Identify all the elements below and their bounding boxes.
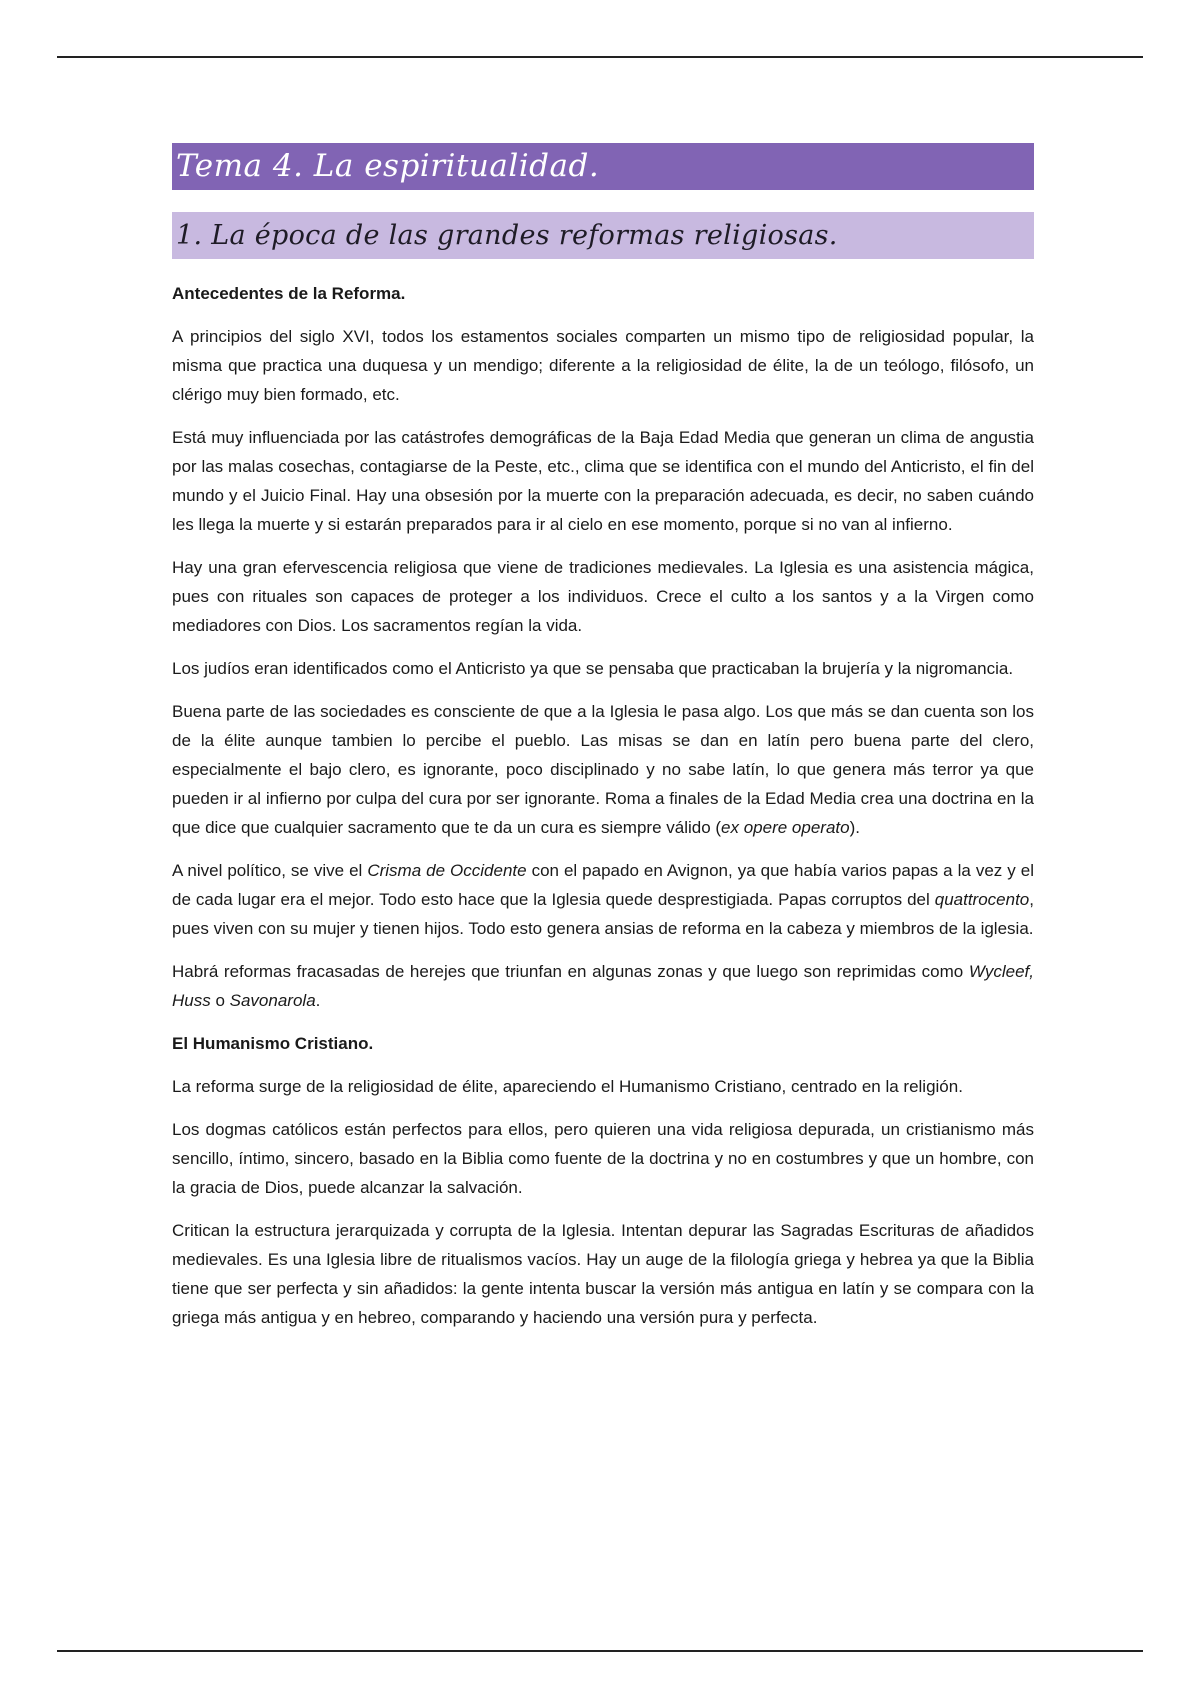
- paragraph-text: Habrá reformas fracasadas de herejes que triunfan en algunas zonas y que luego son reprimidas como: [172, 962, 969, 981]
- paragraph: Critican la estructura jerarquizada y corrupta de la Iglesia. Intentan depurar las Sagradas Escrituras de añadidos medievales. Es una Iglesia libre de ritualismos vacíos. Hay un auge de la filología griega y hebrea ya que la Biblia tiene que ser perfecta y sin añadidos: la gente intenta buscar la versión más antigua en latín y se compara con la griega más antigua y en hebreo, comparando y haciendo una versión pura y perfecta.: [172, 1221, 1034, 1327]
- subheading-humanismo: El Humanismo Cristiano.: [172, 1034, 374, 1053]
- page-content: [172, 143, 1034, 1346]
- paragraph: [172, 697, 1034, 842]
- paragraph: Hay una gran efervescencia religiosa que viene de tradiciones medievales. La Iglesia es una asistencia mágica, pues con rituales son capaces de proteger a los individuos. Crece el culto a los santos y a la Virgen como mediadores con Dios. Los sacramentos regían la vida.: [172, 558, 1034, 635]
- paragraph-text: A nivel político, se vive el: [172, 861, 368, 880]
- paragraph: La reforma surge de la religiosidad de élite, apareciendo el Humanismo Cristiano, centrado en la religión.: [172, 1077, 963, 1096]
- paragraph: Está muy influenciada por las catástrofes demográficas de la Baja Edad Media que generan un clima de angustia por las malas cosechas, contagiarse de la Peste, etc., clima que se identifica con el mundo del Anticristo, el fin del mundo y el Juicio Final. Hay una obsesión por la muerte con la preparación adecuada, es decir, no saben cuándo les llega la muerte y si estarán preparados para ir al cielo en ese momento, porque si no van al infierno.: [172, 428, 1034, 534]
- paragraph: Los judíos eran identificados como el Anticristo ya que se pensaba que practicaban la brujería y la nigromancia.: [172, 659, 1014, 678]
- emphasis-term: Wycleef, Huss: [172, 962, 1034, 1010]
- paragraph-text: o: [210, 991, 230, 1010]
- emphasis-term: quattrocento: [934, 890, 1030, 909]
- top-rule: [57, 56, 1143, 58]
- paragraph: A principios del siglo XVI, todos los estamentos sociales comparten un mismo tipo de religiosidad popular, la misma que practica una duquesa y un mendigo; diferente a la religiosidad de élite, la de un teólogo, filósofo, un clérigo muy bien formado, etc.: [172, 327, 1034, 404]
- paragraph: [172, 957, 1034, 1015]
- bottom-rule: [57, 1650, 1143, 1652]
- paragraph-text: , pues viven con su mujer y tienen hijos. Todo esto genera ansias de reforma en la cabeza y miembros de la iglesia.: [172, 890, 1034, 938]
- paragraph: [172, 856, 1034, 943]
- paragraph-text: .: [315, 991, 321, 1010]
- emphasis-term: Savonarola: [229, 991, 316, 1010]
- paragraph-text: Buena parte de las sociedades es consciente de que a la Iglesia le pasa algo. Los que más se dan cuenta son los de la élite aunque tambien lo percibe el pueblo. Las misas se dan en latín pero buena parte del clero, especialmente el bajo clero, es ignorante, poco disciplinado y no sabe latín, lo que genera más terror ya que pueden ir al infierno por culpa del cura por ser ignorante. Roma a finales de la Edad Media crea una doctrina en la que dice que cualquier sacramento que te da un cura es siempre válido (: [172, 702, 1034, 837]
- page-title: Tema 4. La espiritualidad.: [172, 143, 1034, 190]
- section-title: 1. La época de las grandes reformas religiosas.: [172, 212, 1034, 259]
- emphasis-term: Crisma de Occidente: [367, 861, 527, 880]
- paragraph-text: con el papado en Avignon, ya que había varios papas a la vez y el de cada lugar era el mejor. Todo esto hace que la Iglesia quede desprestigiada. Papas corruptos del: [172, 861, 1034, 909]
- paragraph-text: ).: [849, 818, 860, 837]
- subheading-antecedentes: Antecedentes de la Reforma.: [172, 284, 406, 303]
- latin-term: ex opere operato: [721, 818, 850, 837]
- paragraph: Los dogmas católicos están perfectos para ellos, pero quieren una vida religiosa depurada, un cristianismo más sencillo, íntimo, sincero, basado en la Biblia como fuente de la doctrina y no en costumbres y que un hombre, con la gracia de Dios, puede alcanzar la salvación.: [172, 1120, 1034, 1197]
